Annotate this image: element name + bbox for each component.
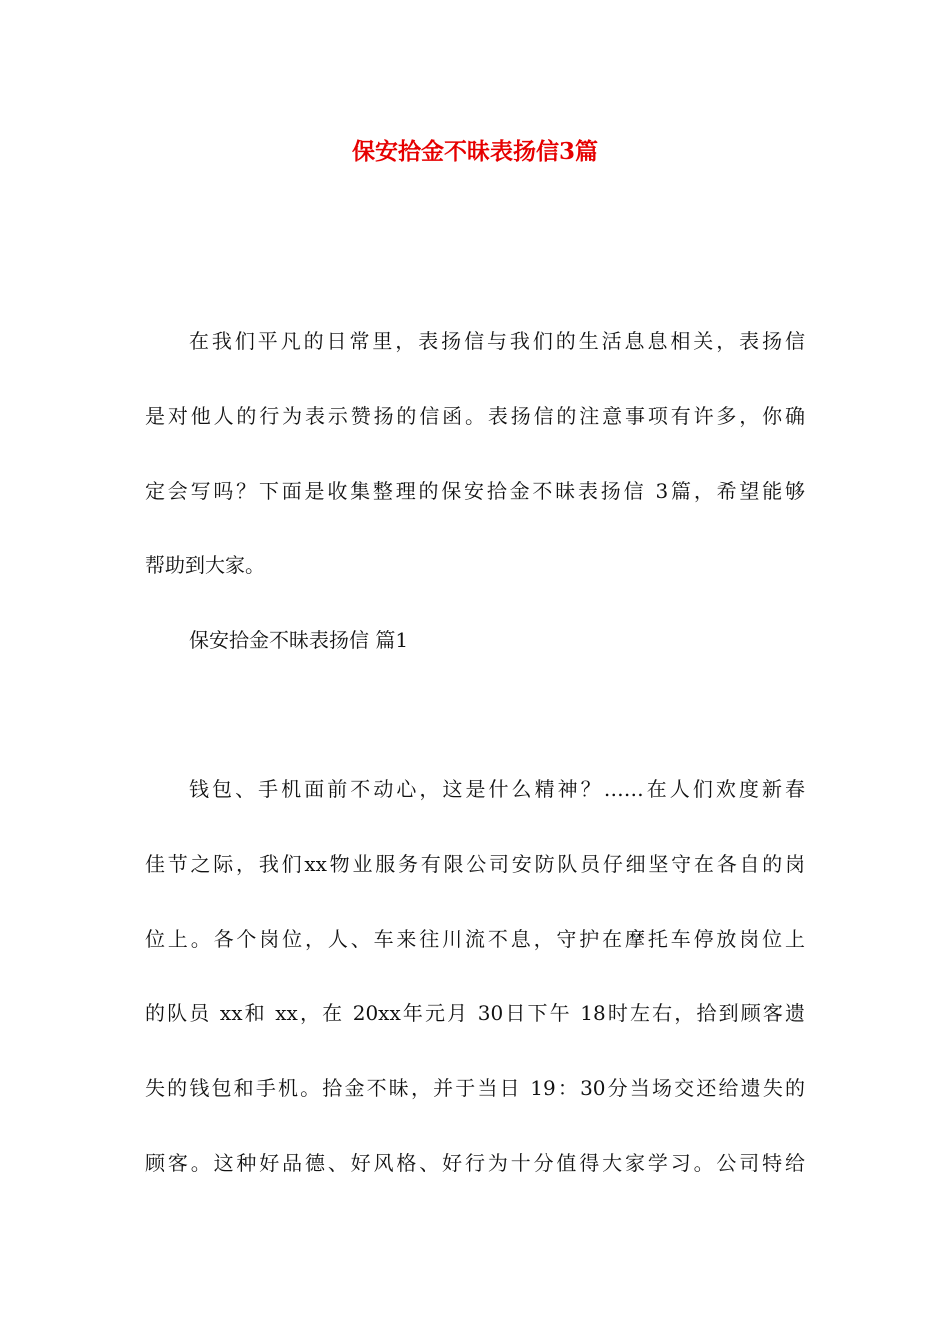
body-line-5: 失的钱包和手机。拾金不昧，并于当日 19：30分当场交还给遗失的 (145, 1076, 805, 1100)
section-heading: 保安拾金不昧表扬信 篇1 (189, 628, 409, 652)
body-line-2: 佳节之际，我们xx物业服务有限公司安防队员仔细坚守在各自的岗 (145, 852, 805, 876)
body-line-4: 的队员 xx和 xx，在 20xx年元月 30日下午 18时左右，拾到顾客遗 (145, 1001, 805, 1025)
body-line-1: 钱包、手机面前不动心，这是什么精神？……在人们欢度新春 (189, 777, 805, 801)
intro-line-4: 帮助到大家。 (145, 553, 265, 577)
body-line-6: 顾客。这种好品德、好风格、好行为十分值得大家学习。公司特给 (145, 1151, 805, 1175)
intro-line-2: 是对他人的行为表示赞扬的信函。表扬信的注意事项有许多，你确 (145, 404, 805, 428)
document-title: 保安拾金不昧表扬信3篇 (351, 138, 598, 165)
intro-line-1: 在我们平凡的日常里，表扬信与我们的生活息息相关，表扬信 (189, 329, 805, 353)
body-line-3: 位上。各个岗位，人、车来往川流不息，守护在摩托车停放岗位上 (145, 927, 805, 951)
intro-line-3: 定会写吗？下面是收集整理的保安拾金不昧表扬信 3篇，希望能够 (145, 479, 805, 503)
